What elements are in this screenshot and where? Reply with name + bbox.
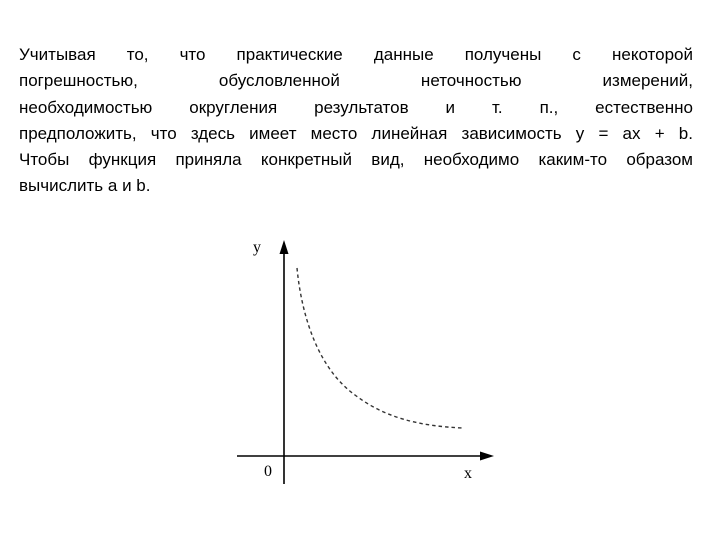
y-axis-label: y xyxy=(253,239,261,256)
x-axis-arrow-icon xyxy=(480,452,494,461)
y-axis-arrow-icon xyxy=(280,240,289,254)
paragraph-line: Чтобы функция приняла конкретный вид, необходимо каким-то образом xyxy=(19,150,693,170)
origin-label: 0 xyxy=(264,463,272,480)
paragraph-line: необходимостью округления результатов и т. п., естественно xyxy=(19,97,693,117)
paragraph-line: Учитывая то, что практические данные получены с некоторой xyxy=(19,45,693,64)
x-axis-label: x xyxy=(464,465,472,482)
paragraph-line: вычислить a и b. xyxy=(19,176,151,196)
paragraph-line: погрешностью, обусловленной неточностью измерений, xyxy=(19,71,693,91)
paragraph-line: предположить, что здесь имеет место линейная зависимость y = ax + b. xyxy=(19,123,693,143)
dashed-curve xyxy=(297,268,462,428)
